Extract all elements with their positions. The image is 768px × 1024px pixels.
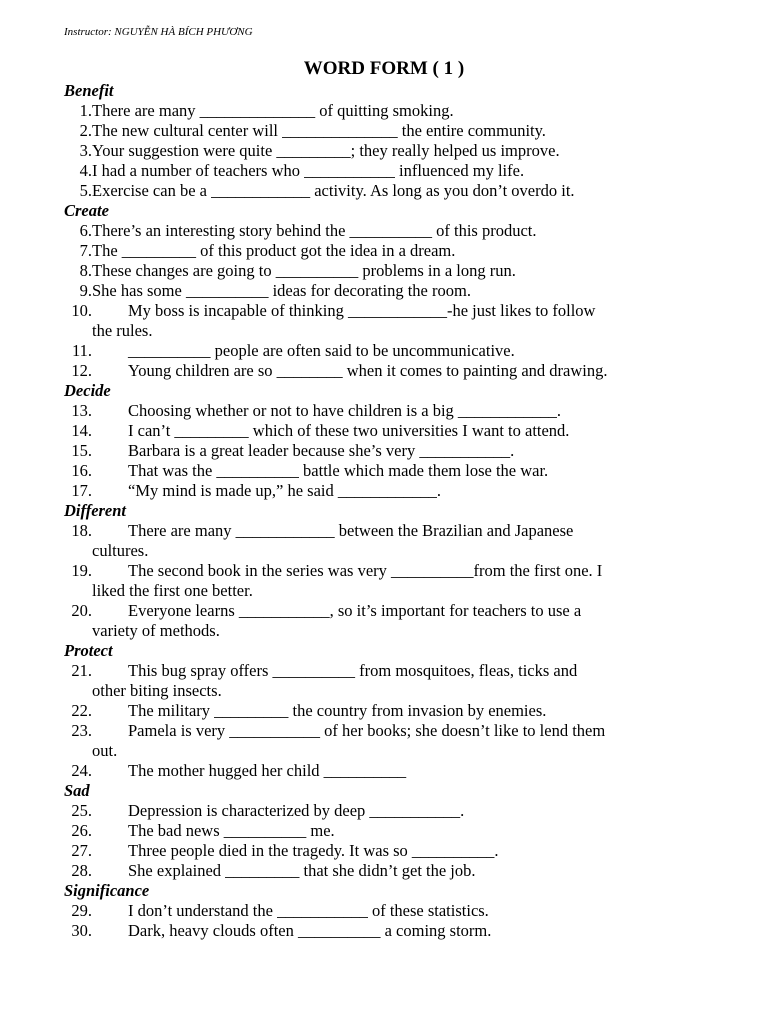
item-text: Choosing whether or not to have children is a big ____________. [128,401,562,420]
exercise-item [64,701,714,721]
item-text: The _________ of this product got the idea in a dream. [92,241,456,260]
section-heading: Benefit [64,81,114,100]
item-text: Everyone learns ___________, so it’s important for teachers to use a [128,601,582,620]
section-heading: Significance [64,881,150,900]
exercise-item [64,241,714,261]
item-text: I don’t understand the ___________ of these statistics. [128,901,489,920]
exercise-item [64,441,714,461]
item-number: 4. [79,161,92,180]
item-number: 29. [71,901,92,920]
exercise-item [64,861,714,881]
item-number: 1. [79,101,92,120]
exercise-item [64,121,714,141]
item-number: 28. [71,861,92,880]
item-number: 8. [79,261,92,280]
item-number: 15. [71,441,92,460]
exercise-item [64,461,714,481]
item-text: These changes are going to __________ problems in a long run. [92,261,516,280]
item-number: 18. [71,521,92,540]
item-text: The second book in the series was very __________from the first one. I [128,561,603,580]
item-text: She has some __________ ideas for decorating the room. [92,281,471,300]
worksheet-content [64,81,714,941]
item-number: 25. [71,801,92,820]
section-heading: Decide [64,381,111,400]
item-text: I had a number of teachers who ___________ influenced my life. [92,161,525,180]
exercise-item [64,761,714,781]
exercise-item [64,161,714,181]
item-number: 14. [71,421,92,440]
item-text: There are many ____________ between the Brazilian and Japanese [128,521,574,540]
item-text-continuation: out. [92,741,118,760]
item-number: 23. [71,721,92,740]
item-number: 27. [71,841,92,860]
item-text: This bug spray offers __________ from mosquitoes, fleas, ticks and [128,661,578,680]
item-text: The new cultural center will ______________ the entire community. [92,121,546,140]
item-number: 10. [71,301,92,320]
exercise-item [64,101,714,121]
exercise-item [64,341,714,361]
section-heading: Create [64,201,109,220]
item-text: Pamela is very ___________ of her books; she doesn’t like to lend them [128,721,606,740]
item-text: The bad news __________ me. [128,821,335,840]
item-number: 30. [71,921,92,940]
item-number: 19. [71,561,92,580]
item-number: 9. [79,281,92,300]
item-text: Young children are so ________ when it comes to painting and drawing. [128,361,608,380]
item-number: 26. [71,821,92,840]
item-number: 24. [71,761,92,780]
item-number: 7. [79,241,92,260]
item-text: “My mind is made up,” he said ____________. [128,481,442,500]
item-text: There are many ______________ of quitting smoking. [92,101,454,120]
section-heading: Protect [64,641,113,660]
item-number: 2. [79,121,92,140]
exercise-item [64,181,714,201]
exercise-item [64,421,714,441]
exercise-item [64,601,714,641]
instructor-line: Instructor: NGUYỄN HÀ BÍCH PHƯƠNG [64,26,253,38]
item-number: 13. [71,401,92,420]
exercise-item [64,661,714,701]
item-text-continuation: other biting insects. [92,681,222,700]
item-number: 6. [79,221,92,240]
exercise-item [64,141,714,161]
section-heading: Sad [64,781,90,800]
item-number: 3. [79,141,92,160]
exercise-item [64,561,714,601]
item-number: 11. [71,341,92,360]
item-text-continuation: variety of methods. [92,621,220,640]
item-number: 5. [79,181,92,200]
item-text: Barbara is a great leader because she’s very ___________. [128,441,515,460]
exercise-item [64,301,714,341]
exercise-item [64,521,714,561]
item-text: Exercise can be a ____________ activity. As long as you don’t overdo it. [92,181,575,200]
exercise-item [64,401,714,421]
worksheet-title: WORD FORM ( 1 ) [303,58,465,79]
exercise-item [64,801,714,821]
exercise-item [64,821,714,841]
item-number: 21. [71,661,92,680]
exercise-item [64,841,714,861]
item-text: She explained _________ that she didn’t get the job. [128,861,476,880]
item-text: I can’t _________ which of these two universities I want to attend. [128,421,570,440]
item-number: 12. [71,361,92,380]
item-text: There’s an interesting story behind the __________ of this product. [92,221,537,240]
exercise-item [64,261,714,281]
exercise-item [64,921,714,941]
section-heading: Different [64,501,127,520]
exercise-item [64,901,714,921]
item-text-continuation: cultures. [92,541,149,560]
item-text: __________ people are often said to be uncommunicative. [128,341,515,360]
exercise-item [64,221,714,241]
item-text: The mother hugged her child __________ [128,761,407,780]
item-number: 17. [71,481,92,500]
exercise-item [64,481,714,501]
item-number: 16. [71,461,92,480]
item-text: The military _________ the country from invasion by enemies. [128,701,547,720]
item-text: Depression is characterized by deep ___________. [128,801,465,820]
item-text: Three people died in the tragedy. It was so __________. [128,841,499,860]
item-text-continuation: liked the first one better. [92,581,253,600]
item-number: 20. [71,601,92,620]
exercise-item [64,721,714,761]
item-text: That was the __________ battle which made them lose the war. [128,461,549,480]
item-text: My boss is incapable of thinking ____________-he just likes to follow [128,301,596,320]
exercise-item [64,361,714,381]
item-text-continuation: the rules. [92,321,153,340]
item-text: Your suggestion were quite _________; they really helped us improve. [92,141,560,160]
exercise-item [64,281,714,301]
item-number: 22. [71,701,92,720]
item-text: Dark, heavy clouds often __________ a coming storm. [128,921,492,940]
